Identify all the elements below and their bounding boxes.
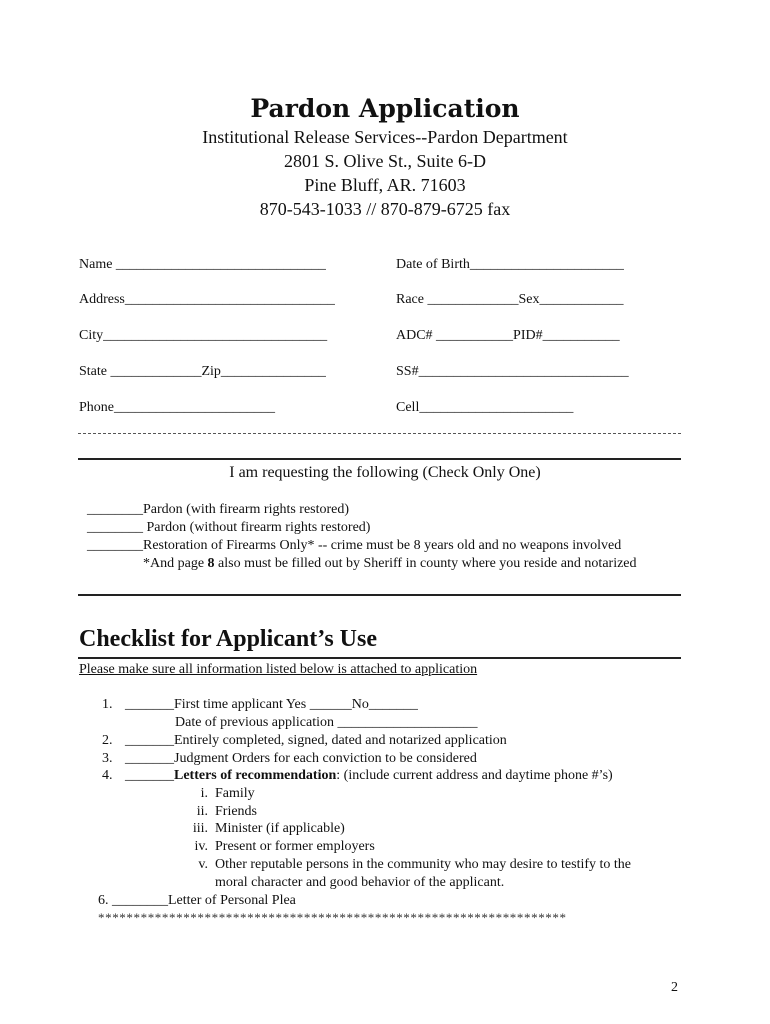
address-line-1: 2801 S. Olive St., Suite 6-D xyxy=(283,151,486,171)
item-number: 1. xyxy=(102,697,113,712)
request-note: *And page 8 also must be filled out by Sheriff in county where you reside and notarized xyxy=(143,556,637,571)
completed-application-item[interactable]: _______Entirely completed, signed, dated and notarized application xyxy=(125,733,507,748)
option-pardon-with-firearms[interactable]: ________Pardon (with firearm rights restored) xyxy=(87,502,350,517)
dob-field[interactable]: Date of Birth______________________ xyxy=(396,257,624,272)
personal-plea-item[interactable]: 6. ________Letter of Personal Plea xyxy=(98,893,296,908)
race-sex-field[interactable]: Race _____________Sex____________ xyxy=(396,292,624,307)
sub-item-number: iii. xyxy=(192,821,208,836)
page-title: Pardon Application xyxy=(250,94,520,123)
phone-fax: 870-543-1033 // 870-879-6725 fax xyxy=(259,199,511,219)
checklist-title: Checklist for Applicant’s Use xyxy=(79,626,378,652)
dashed-divider xyxy=(78,433,681,434)
sub-item-number: ii. xyxy=(196,804,208,819)
item-number: 3. xyxy=(102,751,113,766)
city-field[interactable]: City________________________________ xyxy=(79,328,328,343)
judgment-orders-item[interactable]: _______Judgment Orders for each conviction to be considered xyxy=(125,751,477,766)
star-divider: ****************************************************************** xyxy=(98,910,567,925)
checklist-rule xyxy=(78,657,681,659)
letters-of-recommendation-item[interactable]: _______Letters of recommendation: (include current address and daytime phone #’s) xyxy=(125,768,613,783)
sub-item-minister: Minister (if applicable) xyxy=(215,821,345,836)
checklist-subtitle: Please make sure all information listed below is attached to application xyxy=(79,662,478,677)
cell-field[interactable]: Cell______________________ xyxy=(396,400,574,415)
address-field[interactable]: Address______________________________ xyxy=(79,292,335,307)
department-name: Institutional Release Services--Pardon Department xyxy=(202,127,568,147)
request-heading: I am requesting the following (Check Only One) xyxy=(229,464,541,481)
sub-item-other-persons: Other reputable persons in the community who may desire to testify to the xyxy=(215,857,632,872)
sub-item-employers: Present or former employers xyxy=(215,839,375,854)
request-top-rule xyxy=(78,458,681,460)
option-firearms-restoration[interactable]: ________Restoration of Firearms Only* -- crime must be 8 years old and no weapons involved xyxy=(87,538,622,553)
name-field[interactable]: Name ______________________________ xyxy=(79,257,326,272)
page-number: 2 xyxy=(671,980,678,995)
item-number: 4. xyxy=(102,768,113,783)
adc-pid-field[interactable]: ADC# ___________PID#___________ xyxy=(396,328,620,343)
previous-application-date[interactable]: Date of previous application ____________________ xyxy=(175,715,478,730)
ss-field[interactable]: SS#______________________________ xyxy=(396,364,629,379)
sub-item-other-persons-cont: moral character and good behavior of the applicant. xyxy=(215,875,505,890)
phone-field[interactable]: Phone_______________________ xyxy=(79,400,275,415)
sub-item-number: iv. xyxy=(194,839,208,854)
address-line-2: Pine Bluff, AR. 71603 xyxy=(304,175,466,195)
sub-item-number: i. xyxy=(200,786,208,801)
request-bottom-rule xyxy=(78,594,681,596)
sub-item-family: Family xyxy=(215,786,255,801)
sub-item-number: v. xyxy=(198,857,208,872)
item-number: 2. xyxy=(102,733,113,748)
option-pardon-without-firearms[interactable]: ________ Pardon (without firearm rights restored) xyxy=(87,520,371,535)
first-time-applicant-item[interactable]: _______First time applicant Yes ______No_______ xyxy=(125,697,418,712)
state-zip-field[interactable]: State _____________Zip_______________ xyxy=(79,364,326,379)
sub-item-friends: Friends xyxy=(215,804,257,819)
